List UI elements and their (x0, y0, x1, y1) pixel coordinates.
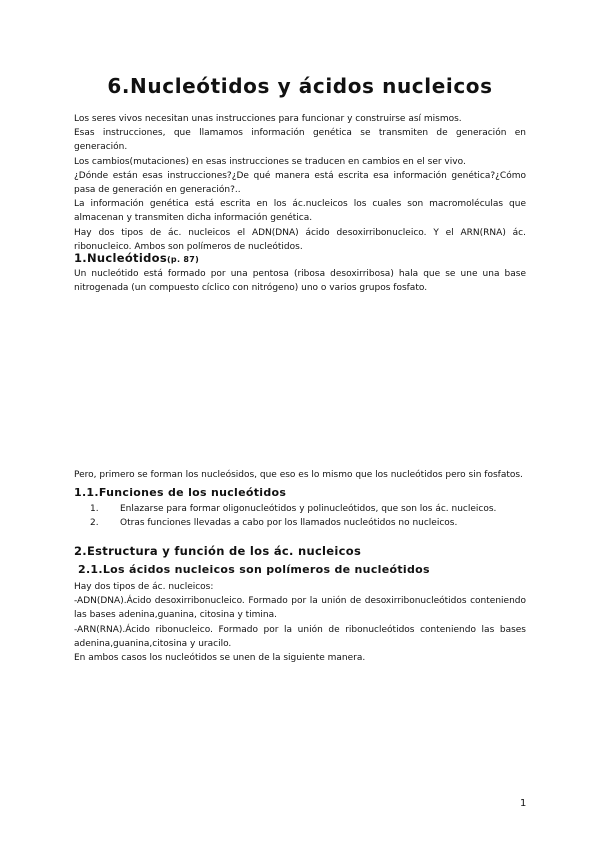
section-2-1-text (74, 580, 526, 665)
intro-line: Hay dos tipos de ác. nucleicos el ADN(DNA) ácido desoxirribonucleico. Y el ARN(RNA) ác. ribonucleico. Ambos son polímeros de nucleótidos. (74, 227, 526, 252)
list-item (90, 502, 526, 516)
section-1-heading-text: 1.Nucleótidos (74, 251, 167, 265)
section-1-heading (74, 251, 199, 265)
list-item-number: 1. (90, 504, 99, 514)
nucleosidos-text: Pero, primero se forman los nucleósidos, que eso es lo mismo que los nucleótidos pero sin fosfatos. (74, 470, 523, 480)
intro-line: Esas instrucciones, que llamamos información genética se transmiten de generación en generación. (74, 128, 526, 153)
adn-description: -ADN(DNA).Ácido desoxirribonucleico. Formado por la unión de desoxirribonucleótidos conteniendo las bases adenina,guanina, citosina y timina. (74, 596, 526, 621)
section-2-1-heading: 2.1.Los ácidos nucleicos son polímeros de nucleótidos (78, 563, 430, 576)
page-reference: (p. 87) (166, 255, 200, 264)
nucleotide-definition: Un nucleótido está formado por una pentosa (ribosa desoxirribosa) hala que se une una base nitrogenada (un compuesto cíclico con nitrógeno) uno o varios grupos fosfato. (74, 269, 526, 294)
list-item (90, 516, 526, 530)
intro-line: La información genética está escrita en los ác.nucleicos los cuales son macromoléculas que almacenan y transmiten dicha información genética. (74, 199, 526, 224)
nucleosidos-paragraph (74, 468, 526, 482)
arn-description: -ARN(RNA).Ácido ribonucleico. Formado por la unión de ribonucleótidos conteniendo las bases adenina,guanina,citosina y uracilo. (74, 624, 526, 649)
acid-types-line: Hay dos tipos de ác. nucleicos: (74, 582, 214, 592)
intro-line: ¿Dónde están esas instrucciones?¿De qué manera está escrita esa información genética?¿Cómo pasa de generación en generación?.. (74, 170, 526, 196)
list-item-number: 2. (90, 518, 99, 528)
list-item-text: Otras funciones llevadas a cabo por los llamados nucleótidos no nucleicos. (120, 518, 458, 528)
section-1-1-heading: 1.1.Funciones de los nucleótidos (74, 486, 287, 499)
section-1-text (74, 267, 526, 295)
intro-line: Los cambios(mutaciones) en esas instrucciones se traducen en cambios en el ser vivo. (74, 156, 466, 167)
section-2-heading: 2.Estructura y función de los ác. nucleicos (74, 544, 362, 558)
intro-line: Los seres vivos necesitan unas instrucciones para funcionar y construirse así mismos. (74, 114, 462, 124)
page-number: 1 (520, 798, 527, 809)
intro-paragraph (74, 112, 526, 254)
page-title: 6.Nucleótidos y ácidos nucleicos (107, 74, 493, 98)
list-item-text: Enlazarse para formar oligonucleótidos y polinucleótidos, que son los ác. nucleicos. (120, 504, 497, 514)
union-line: En ambos casos los nucleótidos se unen de la siguiente manera. (74, 653, 366, 664)
functions-list (90, 502, 526, 530)
